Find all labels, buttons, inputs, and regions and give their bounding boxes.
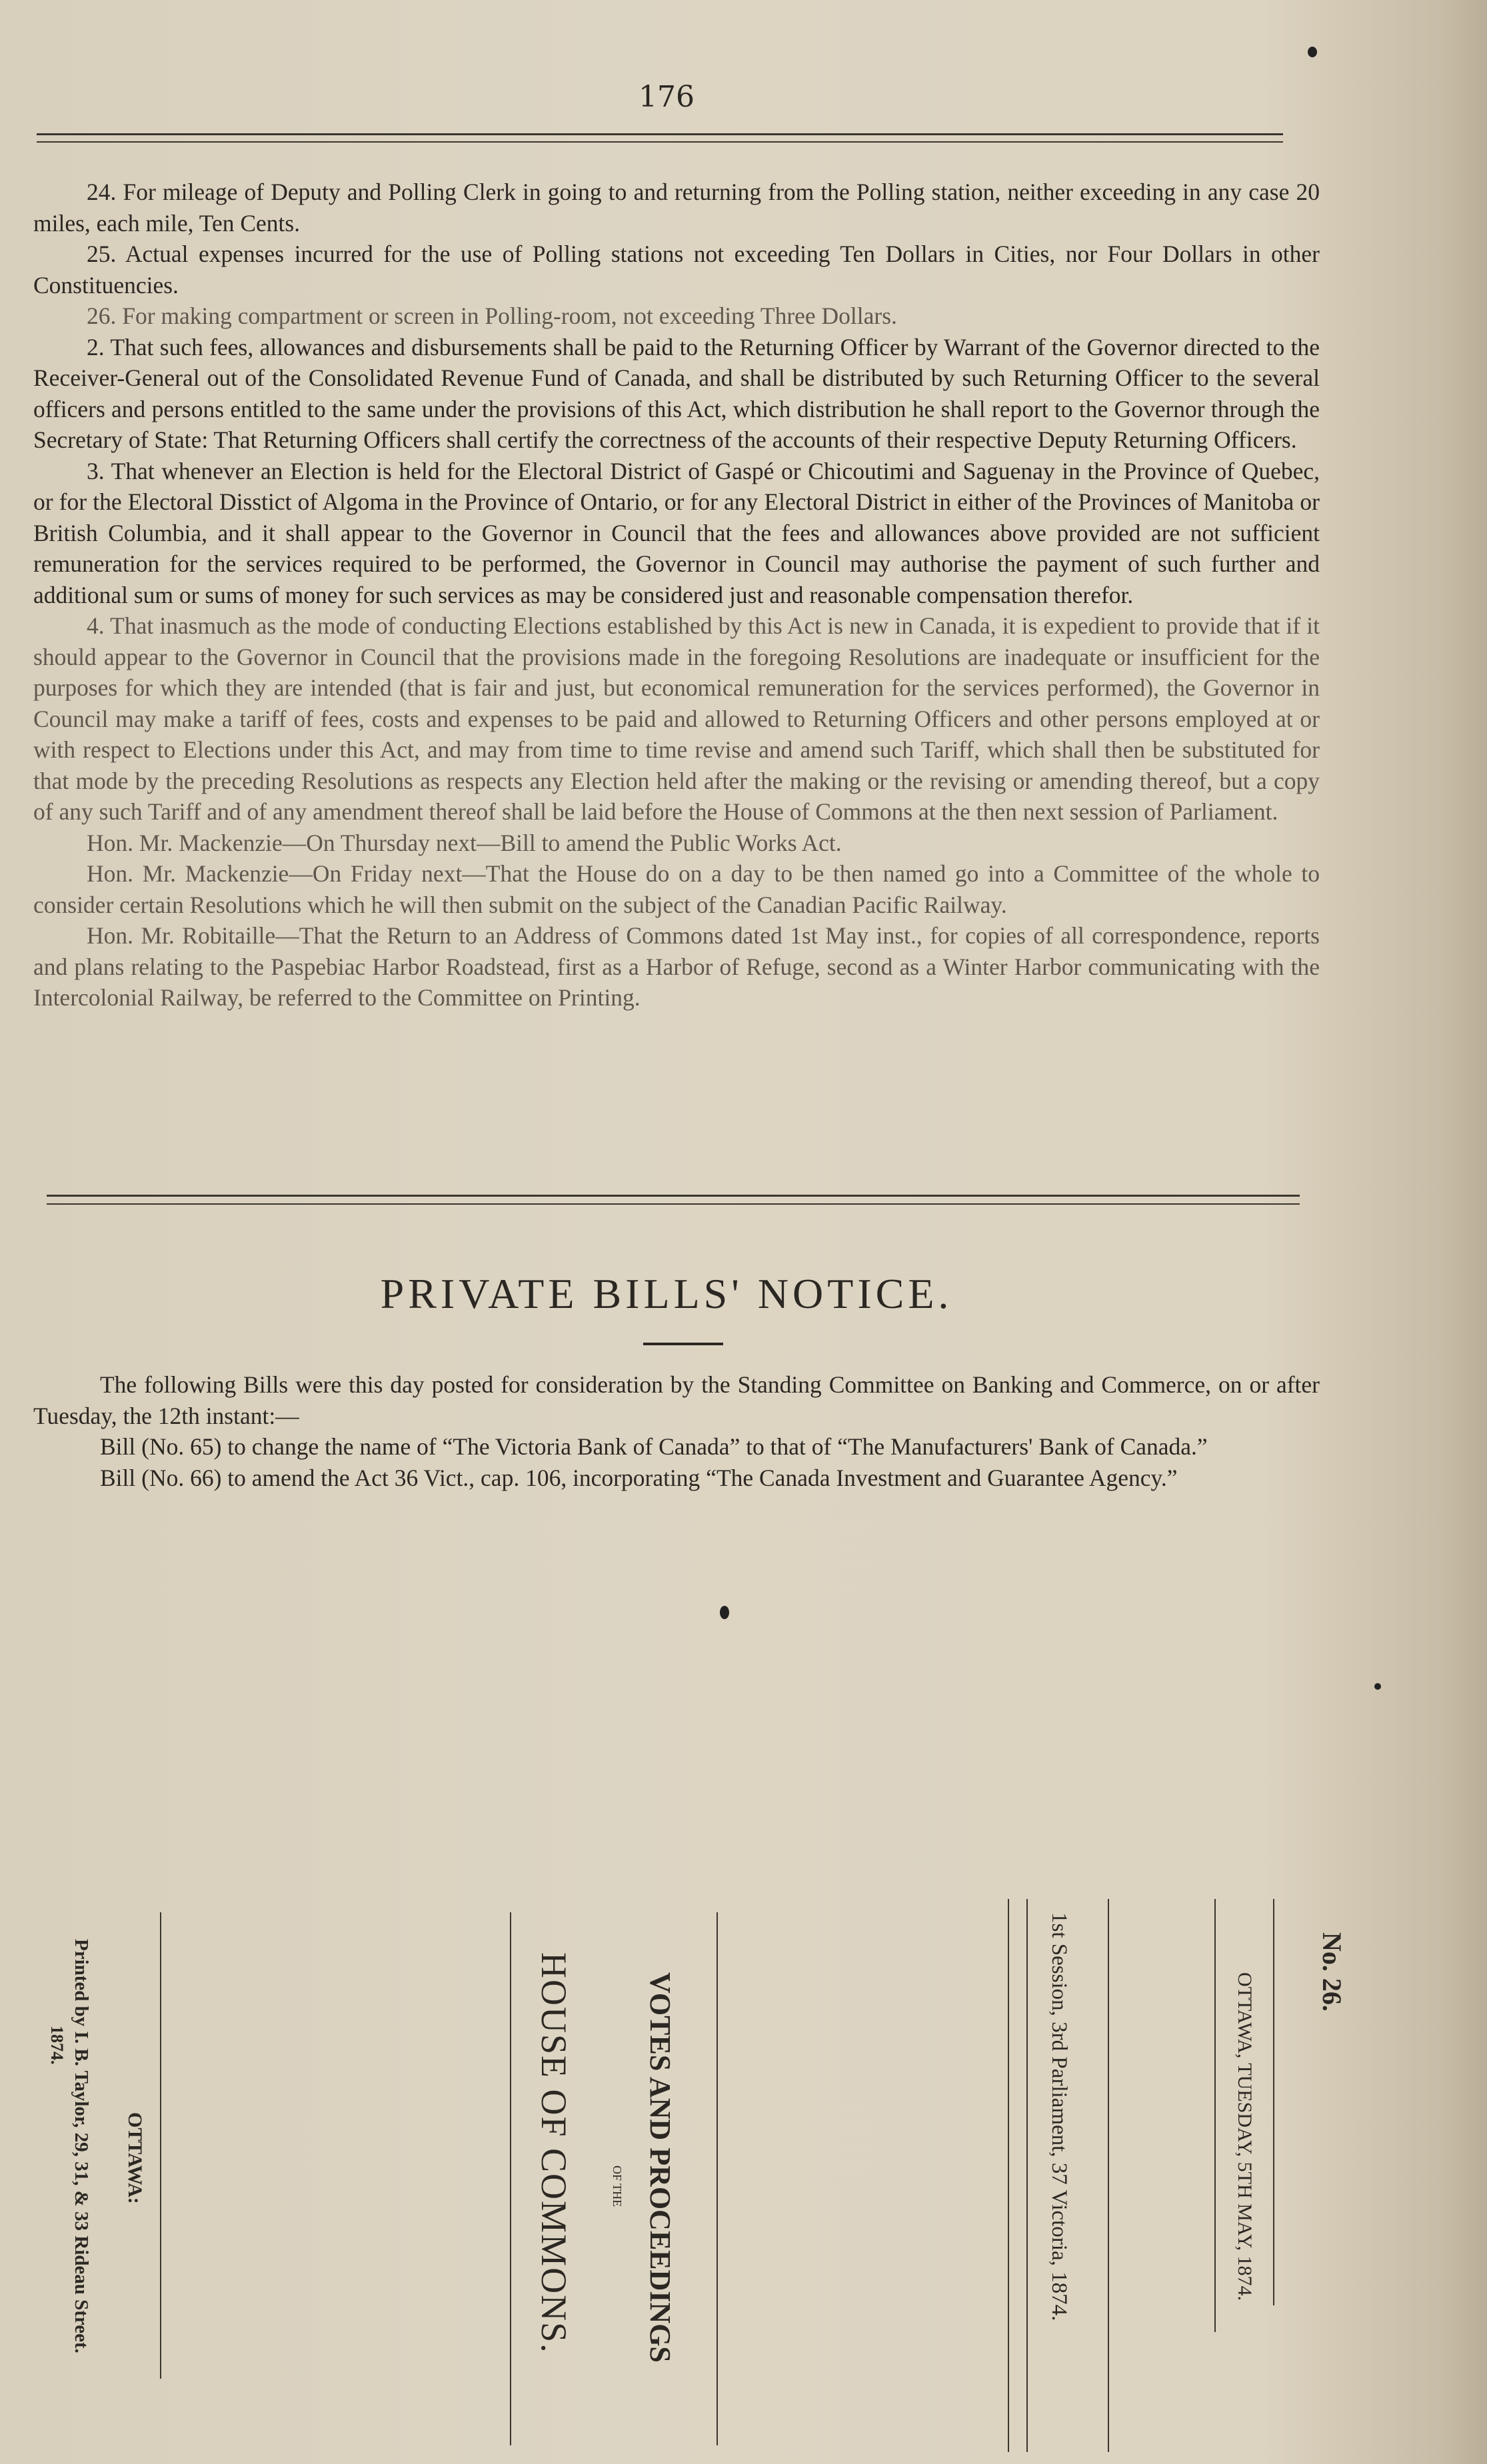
year: 1874.	[47, 2026, 67, 2065]
notice-of-motion: Hon. Mr. Mackenzie—On Thursday next—Bill to amend the Public Works Act.	[87, 829, 842, 856]
section-rule-top	[47, 1195, 1300, 1197]
cover-rule	[510, 1912, 511, 2445]
private-bills-notice	[33, 1369, 1320, 1493]
section-title: PRIVATE BILLS' NOTICE.	[380, 1270, 953, 1317]
cover-rule	[1273, 1899, 1274, 2305]
ink-speck	[1374, 1683, 1381, 1690]
header-rule-bottom	[37, 141, 1283, 143]
ink-speck	[1308, 47, 1317, 57]
paragraph: 25. Actual expenses incurred for the use of Polling stations not exceeding Ten Dollars in Cities, nor Four Dollars in other Constituencies.	[33, 241, 1320, 299]
title-house: HOUSE OF COMMONS.	[534, 1952, 574, 2354]
paragraph: 4. That inasmuch as the mode of conducting Elections established by this Act is new in Canada, it is expedient to provide that if it should appear to the Governor in Council that the provisions made in the foregoing Resolutions are inadequate or insufficient for the purposes for which they are intended (that is fair and just, but economical remuneration for the services performed), the Governor in Council may make a tariff of fees, costs and expenses to be paid and allowed to Returning Officers and other persons employed at or with respect to Elections under this Act, and may from time to time revise and amend such Tariff, which shall then be substituted for that mode by the preceding Resolutions as respects any Election held after the making or the revising or amending thereof, but a copy of any such Tariff and of any amendment thereof shall be laid before the House of Commons at the then next session of Parliament.	[33, 612, 1320, 825]
paragraph: 3. That whenever an Election is held for the Electoral District of Gaspé or Chicoutimi and Saguenay in the Province of Quebec, or for the Electoral Disstict of Algoma in the Province of Ontario, or for any Electoral District in either of the Provinces of Manitoba or British Columbia, and it shall appear to the Governor in Council that the fees and allowances above provided are not sufficient remuneration for the services required to be performed, the Governor in Council may authorise the payment of such further and additional sum or sums of money for such services as may be considered just and reasonable compensation therefor.	[33, 457, 1320, 608]
bill-item: Bill (No. 65) to change the name of “The Victoria Bank of Canada” to that of “The Manufacturers' Bank of Canada.”	[100, 1433, 1208, 1460]
section-rule-bottom	[47, 1203, 1300, 1205]
cover-rule	[1108, 1899, 1109, 2452]
of-the: OF THE	[611, 2165, 624, 2207]
resolutions-text	[33, 177, 1320, 1013]
header-rule-top	[37, 133, 1283, 135]
paragraph: 2. That such fees, allowances and disbursements shall be paid to the Returning Officer by Warrant of the Governor directed to the Receiver-General out of the Consolidated Revenue Fund of Canada, and shall be distributed by such Returning Officer to the several officers and persons entitled to the same under the provisions of this Act, which distribution he shall report to the Governor through the Secretary of State: That Returning Officers shall certify the correctness of the accounts of their respective Deputy Returning Officers.	[33, 333, 1320, 453]
page-number: 176	[639, 80, 695, 114]
session-line: 1st Session, 3rd Parliament, 37 Victoria, 1874.	[1047, 1912, 1071, 2321]
cover-rule	[1026, 1899, 1028, 2452]
title-votes: VOTES AND PROCEEDINGS	[644, 1972, 677, 2363]
city: OTTAWA:	[124, 2112, 146, 2204]
notice-of-motion: Hon. Mr. Mackenzie—On Friday next—That the House do on a day to be then named go into a Committee of the whole to consider certain Resolutions which he will then submit on the subject of the Canadian Pacific Railway.	[33, 860, 1320, 918]
ink-speck	[720, 1606, 729, 1619]
cover-rule	[160, 1912, 161, 2379]
notice-of-motion: Hon. Mr. Robitaille—That the Return to an Address of Commons dated 1st May inst., for copies of all correspondence, reports and plans relating to the Paspebiac Harbor Roadstead, first as a Harbor of Refuge, second as a Winter Harbor communicating with the Intercolonial Railway, be referred to the Committee on Printing.	[33, 922, 1320, 1011]
cover-rule	[1008, 1899, 1009, 2452]
title-underline	[643, 1343, 723, 1345]
back-cover-title-block	[0, 1886, 1487, 2464]
issue-date: OTTAWA, TUESDAY, 5TH MAY, 1874.	[1234, 1972, 1256, 2301]
paragraph: 26. For making compartment or screen in Polling-room, not exceeding Three Dollars.	[87, 303, 897, 329]
cover-rule	[1214, 1899, 1216, 2332]
printer: Printed by I. B. Taylor, 29, 31, & 33 Rideau Street.	[71, 1939, 92, 2353]
paragraph: 24. For mileage of Deputy and Polling Clerk in going to and returning from the Polling station, neither exceeding in any case 20 miles, each mile, Ten Cents.	[33, 179, 1320, 237]
notice-intro: The following Bills were this day posted for consideration by the Standing Committee on Banking and Commerce, on or after Tuesday, the 12th instant:—	[33, 1371, 1320, 1429]
cover-rule	[717, 1912, 718, 2445]
issue-number: No. 26.	[1317, 1932, 1347, 2012]
bill-item: Bill (No. 66) to amend the Act 36 Vict., cap. 106, incorporating “The Canada Investment and Guarantee Agency.”	[100, 1464, 1178, 1491]
